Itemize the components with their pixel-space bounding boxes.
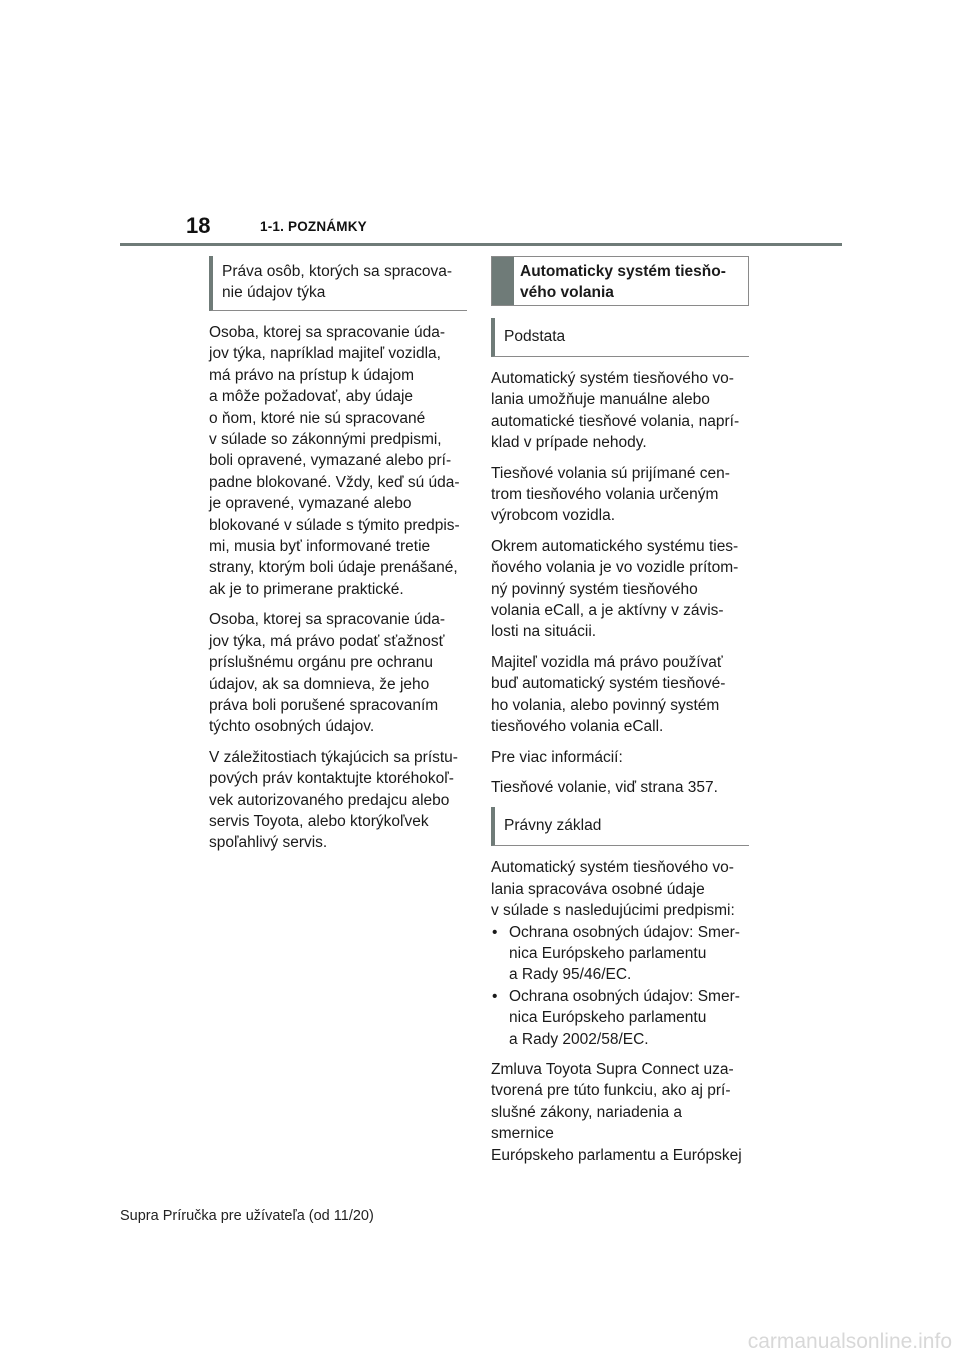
paragraph: V záležitostiach týkajúcich sa prístu- pových práv kontaktujte ktoréhokoľ- vek autorizovaného predajcu alebo servis Toyota, alebo ktorýkoľvek spoľahlivý servis. xyxy=(209,748,458,852)
paragraph: Majiteľ vozidla má právo používať buď automatický systém tiesňové- ho volania, alebo povinný systém tiesňového volania eCall. xyxy=(491,653,726,736)
paragraph: Tiesňové volania sú prijímané cen- trom tiesňového volania určeným výrobcom vozidla. xyxy=(491,464,730,525)
subhead-text: Právny základ xyxy=(504,817,602,835)
paragraph: Zmluva Toyota Supra Connect uza- tvorená pre túto funkciu, ako aj prí- slušné zákony, nariadenia a smernice Európskeho parlamentu a Európskej xyxy=(491,1060,742,1164)
subhead-principle xyxy=(491,318,749,357)
list-item: • Ochrana osobných údajov: Smer- nica Európskeho parlamentu a Rady 2002/58/EC. xyxy=(491,986,749,1050)
paragraph: Automatický systém tiesňového vo- lania umožňuje manuálne alebo automatické tiesňové volania, naprí- klad v prípade nehody. xyxy=(491,370,740,452)
paragraph: Pre viac informácií: xyxy=(491,748,623,766)
right-column xyxy=(491,256,749,1175)
list-item: • Ochrana osobných údajov: Smer- nica Európskeho parlamentu a Rady 95/46/EC. xyxy=(491,922,749,986)
paragraph: Osoba, ktorej sa spracovanie úda- jov týka, napríklad majiteľ vozidla, má právo na prístup k údajom a môže požadovať, aby údaje o ňom, ktoré nie sú spracované v súlade so zákonnými predpismi, boli opravené, vymazané alebo prí- padne blokované. Vždy, keď sú úda- je opravené, vymazané alebo blokované v súlade s týmito predpis- mi, musia byť informované tretie strany, ktorým boli údaje prenášané, ak je to primerane praktické. xyxy=(209,324,460,598)
watermark: carmanualsonline.info xyxy=(747,1330,952,1353)
footer-manual-title: Supra Príručka pre užívateľa (od 11/20) xyxy=(120,1208,374,1224)
subhead-text: Práva osôb, ktorých sa spracova- nie údajov týka xyxy=(222,263,453,301)
heading-accent-bar xyxy=(492,257,514,305)
main-heading-emergency-call xyxy=(491,256,749,306)
cross-reference: Tiesňové volanie, viď strana 357. xyxy=(491,778,718,796)
paragraph: Okrem automatického systému ties- ňového volania je vo vozidle prítom- ný povinný systém tiesňového volania eCall, a je aktívny v závis- losti na situácii. xyxy=(491,537,739,641)
subhead-data-subject-rights xyxy=(209,256,467,311)
main-heading-text: Automaticky systém tiesňo- vého volania xyxy=(520,263,726,301)
subhead-legal-basis xyxy=(491,807,749,846)
paragraph: Osoba, ktorej sa spracovanie úda- jov týka, má právo podať sťažnosť príslušnému orgánu pre ochranu údajov, ak sa domnieva, že jeho práva boli porušené spracovaním týchto osobných údajov. xyxy=(209,611,446,736)
paragraph: Automatický systém tiesňového vo- lania spracováva osobné údaje v súlade s nasledujúcimi predpismi: xyxy=(491,859,735,920)
subhead-text: Podstata xyxy=(504,328,566,345)
section-title: 1-1. POZNÁMKY xyxy=(260,219,367,234)
header-rule xyxy=(120,243,842,246)
page-number: 18 xyxy=(186,213,211,238)
left-column xyxy=(209,256,467,863)
regulation-list xyxy=(491,922,749,1050)
